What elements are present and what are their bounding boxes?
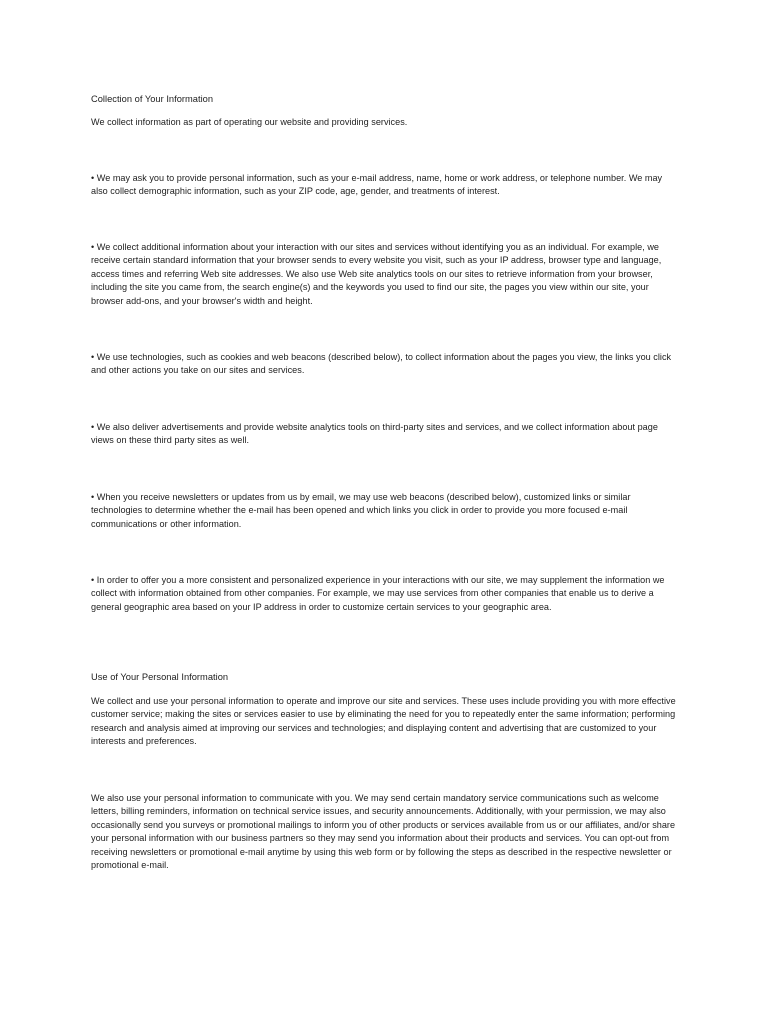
paragraph-intro: We collect information as part of operating our website and providing services.: [91, 117, 408, 127]
paragraph-use-operate: We collect and use your personal information to operate and improve our site and services. These uses include providing you with more effective customer service; making the sites or services easier to use by eliminating the need for you to repeatedly enter the same information; performing research and analysis aimed at improving our services and technologies; and displaying content and advertising that are customized to your interests and preferences.: [91, 696, 676, 747]
bullet-advertisements: • We also deliver advertisements and provide website analytics tools on third-party sites and services, and we collect information about page views on these third party sites as well.: [91, 422, 658, 446]
bullet-personal-info: • We may ask you to provide personal information, such as your e-mail address, name, home or work address, or telephone number. We may also collect demographic information, such as your ZIP code, age, gender, and treatments of interest.: [91, 173, 663, 197]
bullet-supplement-info: • In order to offer you a more consistent and personalized experience in your interactions with our site, we may supplement the information we collect with information obtained from other companies. For example, we may use services from other companies that enable us to derive a general geographic area based on your IP address in order to customize certain services to your geographic area.: [91, 575, 665, 612]
section-heading-use: Use of Your Personal Information: [91, 672, 229, 682]
section-heading-collection: Collection of Your Information: [91, 94, 214, 104]
paragraph-use-communicate: We also use your personal information to communicate with you. We may send certain mandatory service communications such as welcome letters, billing reminders, information on technical service issues, and security announcements. Additionally, with your permission, we may also occasionally send you surveys or promotional mailings to inform you of other products or services available from us or our affiliates, and/or share your personal information with our business partners so they may send you information about their products and services. You can opt-out from receiving newsletters or promotional e-mail anytime by using this web form or by following the steps as described in the respective newsletter or promotional e-mail.: [91, 793, 676, 871]
bullet-interaction-info: • We collect additional information about your interaction with our sites and services without identifying you as an individual. For example, we receive certain standard information that your browser sends to every website you visit, such as your IP address, browser type and language, access times and referring Web site addresses. We also use Web site analytics tools on our sites to retrieve information from your browser, including the site you came from, the search engine(s) and the keywords you used to find our site, the pages you view within our site, your browser add-ons, and your browser's width and height.: [91, 242, 662, 306]
bullet-cookies: • We use technologies, such as cookies and web beacons (described below), to collect information about the pages you view, the links you click and other actions you take on our sites and services.: [91, 352, 672, 376]
bullet-newsletters: • When you receive newsletters or updates from us by email, we may use web beacons (described below), customized links or similar technologies to determine whether the e-mail has been opened and which links you click in order to provide you more focused e-mail communications or other information.: [91, 492, 631, 529]
